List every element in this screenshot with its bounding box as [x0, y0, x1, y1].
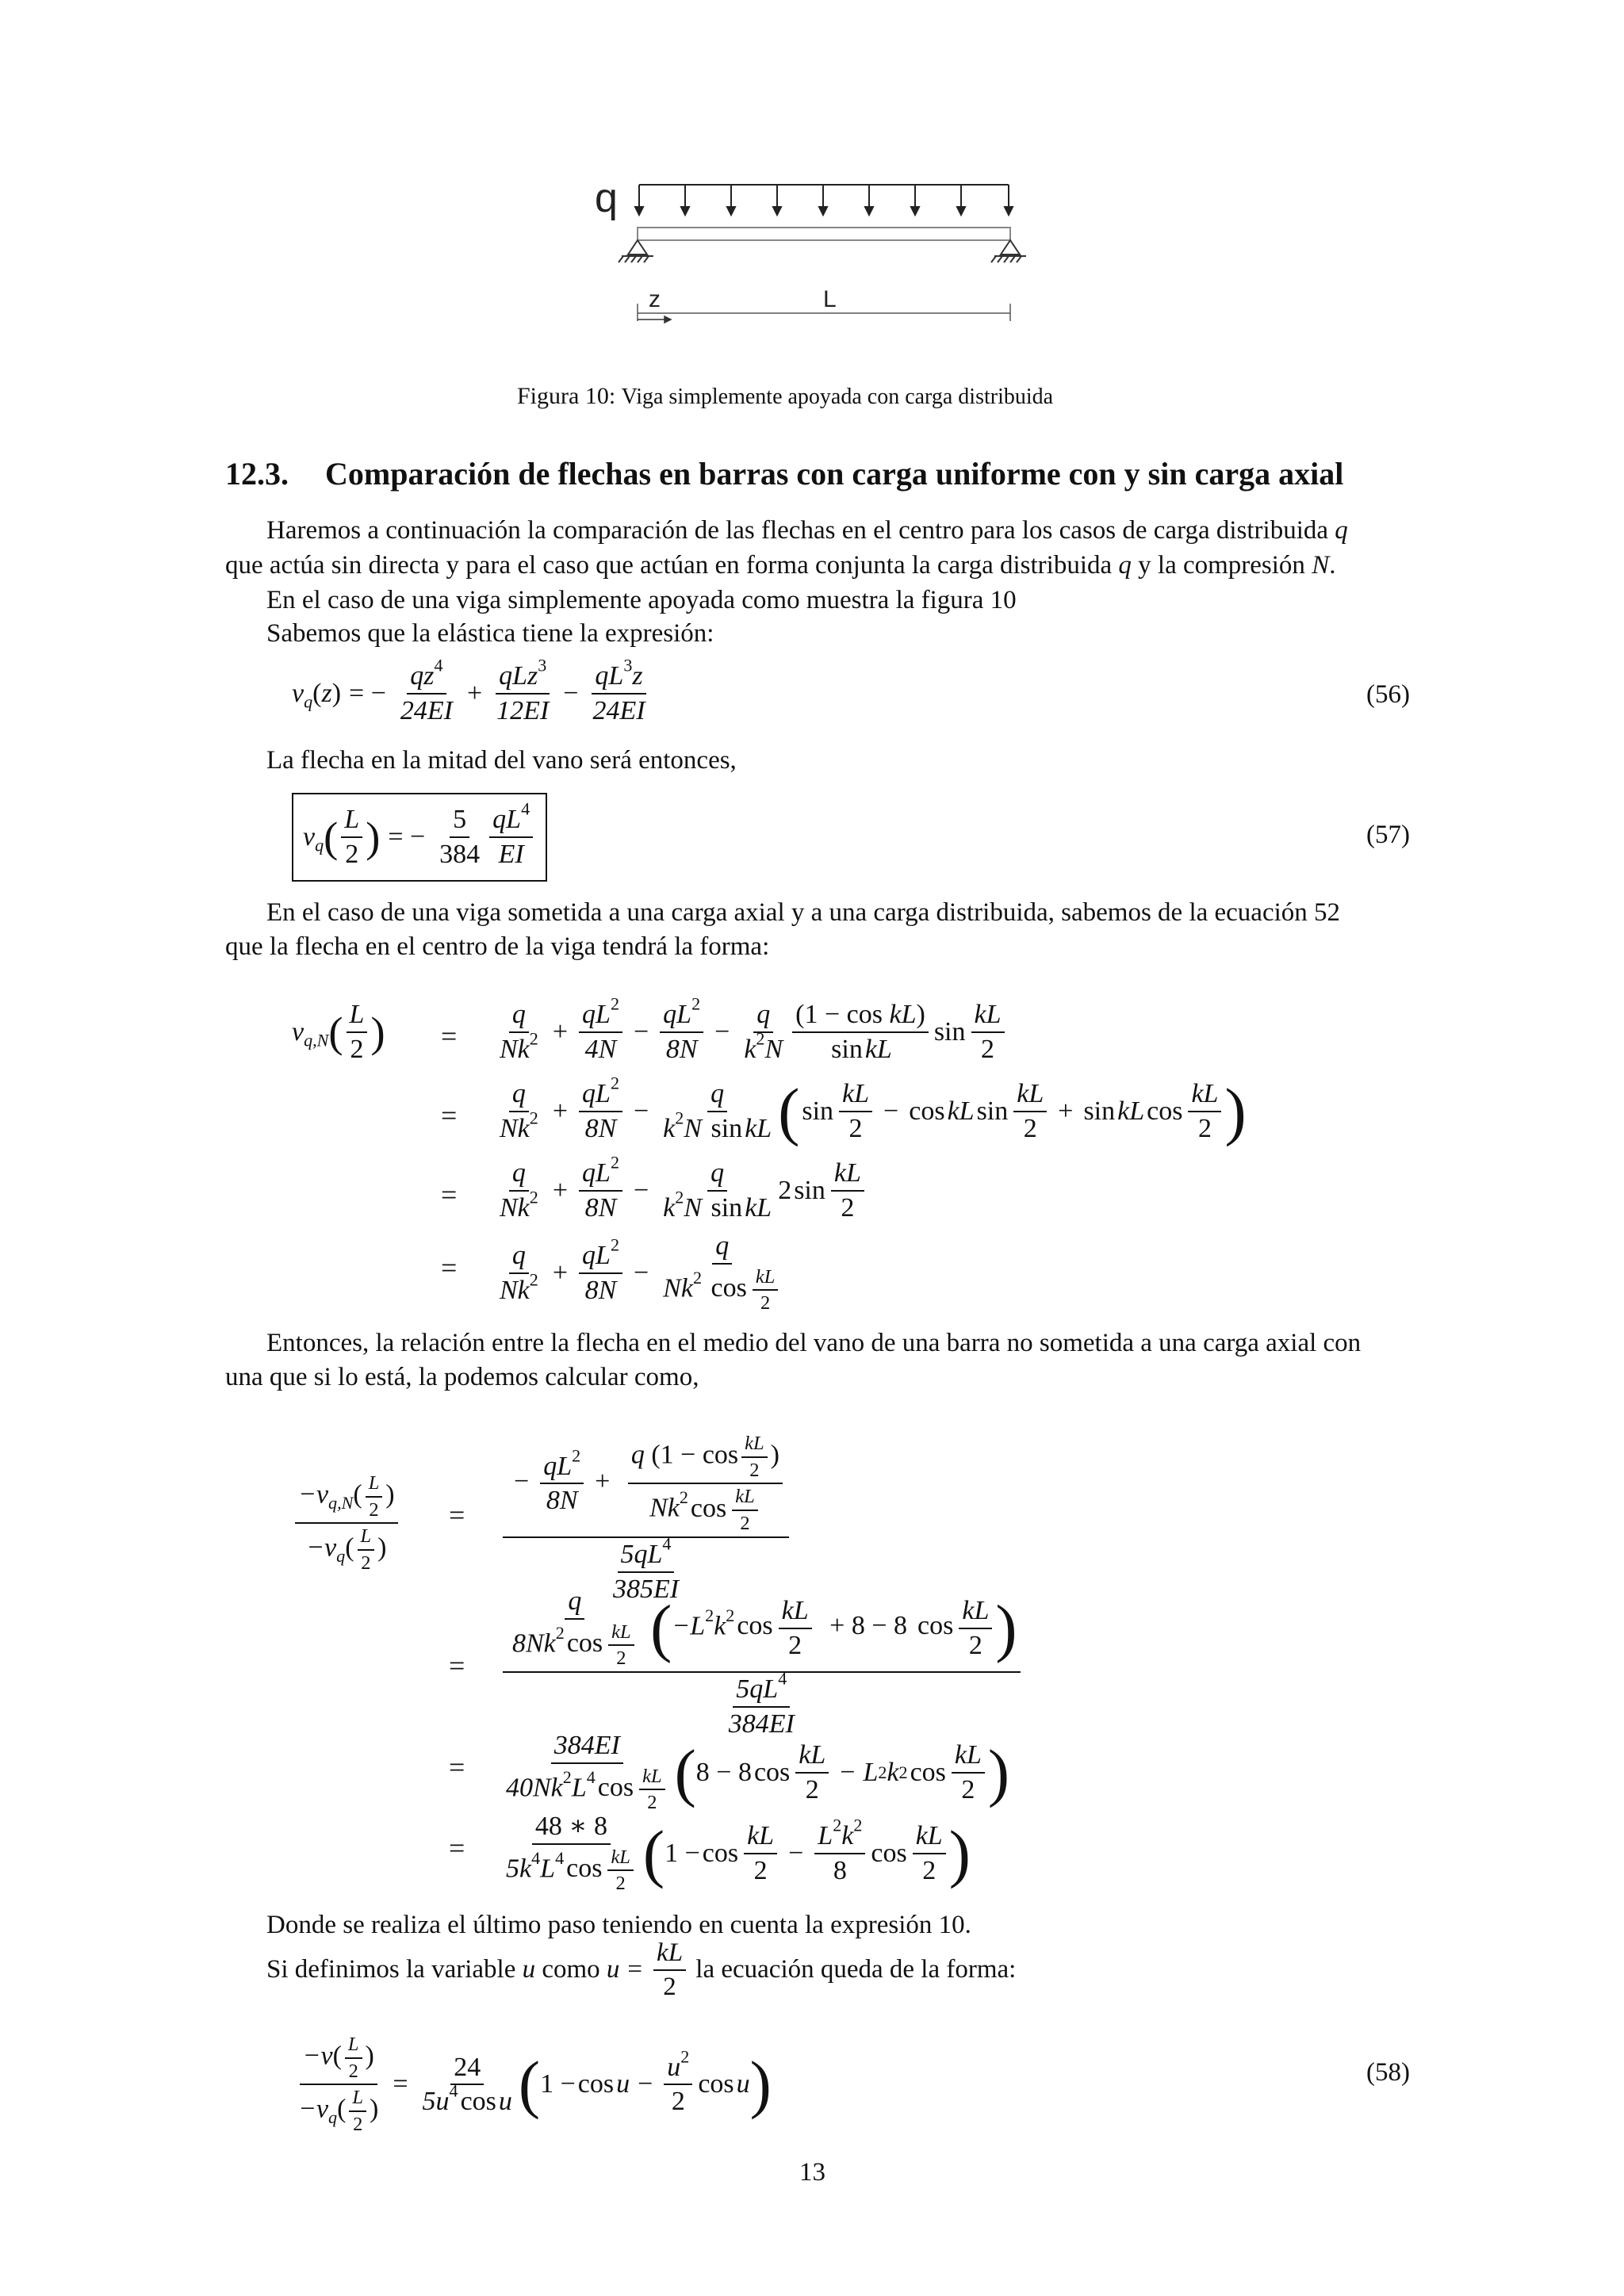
equation-58: −ν( $\frac{L}{2}$ ) $-\nu_q$( $\frac{L}{2}$ ) = $\frac{24}{5u^4\cos u}$ ( 1 − cos u − $\frac{u^2}{2}$ cos u ) — [298, 2034, 772, 2136]
eq-sign: = — [449, 1832, 465, 1864]
section-heading — [225, 455, 1343, 492]
distributed-load-arrows — [635, 185, 1013, 215]
z-axis-arrow — [638, 316, 671, 323]
paragraph-1-line-1: Haremos a continuación la comparación de las flechas en el centro para los casos de carga distribuida q — [266, 516, 1348, 545]
deflection-axial-line-2: $\frac{q}{Nk^2}$ + $\frac{qL^2}{8N}$ − $\frac{q}{k^2N sinkL}$ ( sin $\frac{kL}{2}$ − cos kL sin $\frac{kL}{2}$ + sin kL cos $\frac{kL}{2}$ ) — [500, 1073, 1247, 1147]
deflection-axial-line-4: $\frac{q}{Nk^2}$ + $\frac{qL^2}{8N}$ − q Nk$^2$ cos $\frac{kL}{2}$ — [493, 1232, 787, 1314]
figure-caption — [517, 379, 1053, 415]
eq-sign: = — [449, 1751, 465, 1783]
eq-sign: = — [441, 1100, 458, 1131]
beam — [638, 228, 1010, 240]
right-support — [991, 240, 1026, 262]
section-title: Comparación de flechas en barras con carga uniforme con y sin carga axial — [325, 456, 1344, 492]
equation-56: $\nu_q(z)$ = − $\frac{qz^4}{24EI}$ + $\frac{qLz^3}{12EI}$ − $\frac{qL^3z}{24EI}$ — [292, 655, 645, 725]
paragraph-6-line-1: Entonces, la relación entre la flecha en el medio del vano de una barra no sometida a una carga axial con — [266, 1329, 1362, 1357]
load-label-q: q — [595, 175, 618, 221]
equation-57-box: $\nu_q$ ( $\frac{L}{2}$ ) = − $\frac{5}{384}$ $\frac{qL^4}{EI}$ — [292, 793, 547, 882]
ratio-line-1: − $\frac{qL^2}{8N}$ + q (1 − cos $\frac{kL}{2}$ ) Nk$^2$cos $\frac{kL}{2}$ $\frac{5qL^4}{385EI}$ — [500, 1433, 792, 1603]
ratio-lhs: $-\nu_{q,N}$( $\frac{L}{2}$ ) $-\nu_q$( $\frac{L}{2}$ ) — [292, 1473, 401, 1574]
paragraph-6-line-2: una que si lo está, la podemos calcular como, — [225, 1363, 699, 1391]
paragraph-5-line-2: que la flecha en el centro de la viga tendrá la forma: — [225, 932, 770, 961]
page-number: 13 — [799, 2158, 825, 2187]
caption-prefix: Figura 10: — [517, 383, 616, 409]
ratio-line-3: 384EI $40Nk^2L^4\cos$ $\frac{kL}{2}$ ( 8 − 8 cos $\frac{kL}{2}$ − L 2 k 2 cos $\frac{kL}{2}$ ) — [506, 1731, 1010, 1814]
ratio-line-4: 48 ∗ 8 $5k^4L^4\cos$ $\frac{kL}{2}$ ( 1 − cos $\frac{kL}{2}$ − $\frac{L^2k^2}{8}$ cos $\frac{kL}{2}$ ) — [506, 1812, 971, 1895]
deflection-axial-line-3: $\frac{q}{Nk^2}$ + $\frac{qL^2}{8N}$ − $\frac{q}{k^2N sinkL}$ 2 sin $\frac{kL}{2}$ — [493, 1159, 868, 1222]
equation-58-number: (58) — [1366, 2058, 1410, 2087]
beam-figure — [587, 163, 1047, 333]
eq-sign: = — [441, 1252, 458, 1284]
paragraph-2: En el caso de una viga simplemente apoyada como muestra la figura 10 — [266, 586, 1017, 614]
deflection-axial-line-1: $\frac{q}{Nk^2}$ + $\frac{qL^2}{4N}$ − $\frac{qL^2}{8N}$ − $\frac{q}{k^2N}$ $\frac{\text{(1 − cos kL)}}{\text{sinkL}}$ sin $\frac{kL}{2}$ — [493, 1001, 1008, 1063]
length-label-L: L — [823, 286, 837, 312]
paragraph-1-line-2: que actúa sin directa y para el caso que actúan en forma conjunta la carga distribuida q y la compresión N. — [225, 551, 1336, 580]
eq-sign: = — [449, 1499, 465, 1531]
caption-text: Viga simplemente apoyada con carga distribuida — [621, 385, 1054, 409]
paragraph-5-line-1: En el caso de una viga sometida a una carga axial y a una carga distribuida, sabemos de la ecuación 52 — [266, 898, 1341, 927]
equation-56-number: (56) — [1366, 680, 1410, 709]
eq-sign: = — [441, 1020, 458, 1052]
paragraph-8: Si definimos la variable u como u = $\frac{kL}{2}$ la ecuación queda de la forma: — [266, 1938, 1017, 2001]
left-support — [619, 240, 653, 262]
ratio-line-2: q 8Nk$^2$cos $\frac{kL}{2}$ ($-L^2k^2\cos$ $\frac{kL}{2}$ + 8 − 8 cos $\frac{kL}{2}$ ) $\frac{5qL^4}{384EI}$ — [500, 1587, 1024, 1738]
coordinate-label-z: z — [649, 286, 661, 312]
deflection-axial-lhs: $\nu_{q,N}$ ( $\frac{L}{2}$ ) — [292, 1000, 385, 1064]
paragraph-3: Sabemos que la elástica tiene la expresión: — [266, 619, 714, 648]
equation-57-number: (57) — [1366, 821, 1410, 849]
section-number: 12.3. — [225, 456, 289, 492]
paragraph-4: La flecha en la mitad del vano será entonces, — [266, 746, 737, 775]
eq-sign: = — [441, 1179, 458, 1211]
paragraph-7: Donde se realiza el último paso teniendo en cuenta la expresión 10. — [266, 1911, 971, 1939]
eq-sign: = — [449, 1650, 465, 1682]
